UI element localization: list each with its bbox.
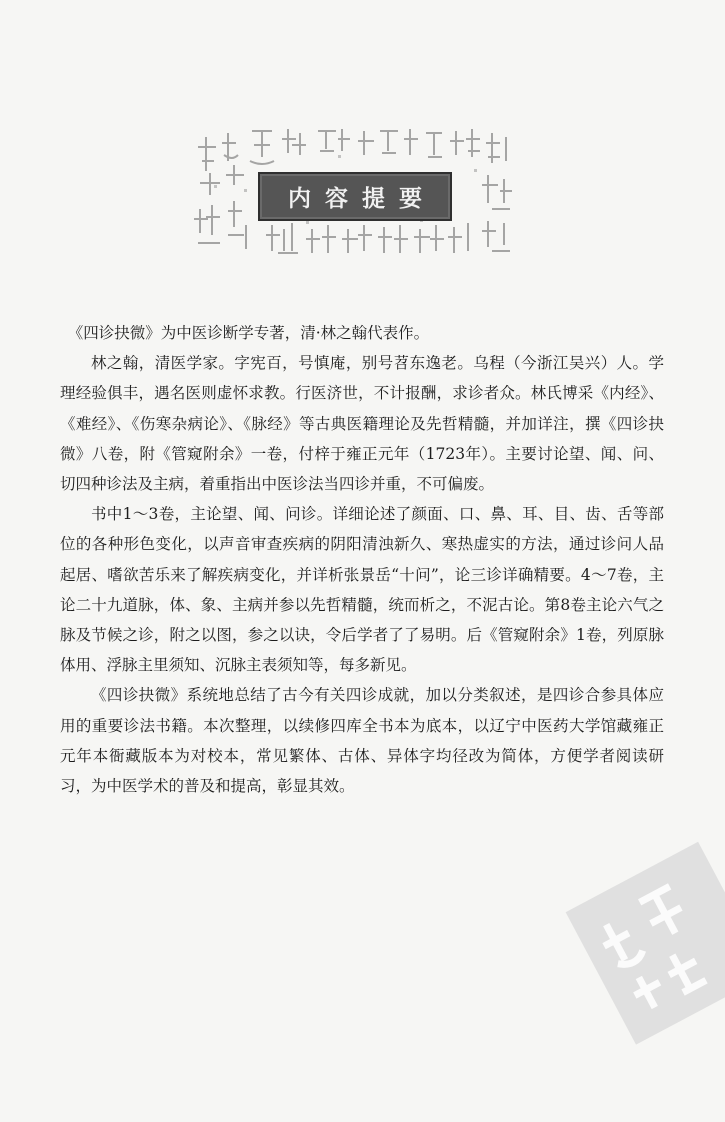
paragraph-author: 林之翰，清医学家。字宪百，号慎庵，别号苕东逸老。乌程（今浙江吴兴）人。学理经验俱丰，遇名医则虚怀求教。行医济世，不计报酬，求诊者众。林氏博采《内经》、《难经》、《伤寒杂病论》、《脉经》等古典医籍理论及先哲精髓，并加详注，撰《四诊抉微》八卷，附《管窥附余》一卷，付梓于雍正元年（1723年）。主要讨论望、闻、问、切四种诊法及主病，着重指出中医诊法当四诊并重，不可偏废。 <box>60 354 664 494</box>
paragraph-contents: 书中1～3卷，主论望、闻、问诊。详细论述了颜面、口、鼻、耳、目、齿、舌等部位的各种形色变化，以声音审查疾病的阴阳清浊新久、寒热虚实的方法，通过诊问人品起居、嗜欲苦乐来了解疾病变化，并详析张景岳“十问”，论三诊详确精要。4～7卷，主论二十九道脉，体、象、主病并参以先哲精髓，统而析之，不泥古论。第8卷主论六气之脉及节候之诊，附之以图，参之以诀，令后学者了了易明。后《管窥附余》1卷，列原脉体用、浮脉主里须知、沉脉主表须知等，每多新见。 <box>60 505 664 675</box>
paragraph-summary: 《四诊抉微》系统地总结了古今有关四诊成就，加以分类叙述，是四诊合参具体应用的重要诊法书籍。本次整理，以续修四库全书本为底本，以辽宁中医药大学馆藏雍正元年本衙藏版本为对校本，常见繁体、古体、异体字均径改为简体，方便学者阅读研习，为中医学术的普及和提高，彰显其效。 <box>60 686 664 796</box>
paragraph-intro: 《四诊抉微》为中医诊断学专著，清·林之翰代表作。 <box>67 324 430 342</box>
watermark-seal <box>565 840 725 1060</box>
page-title: 内容提要 <box>288 186 436 212</box>
heading-block <box>188 125 518 260</box>
heading-plate <box>258 172 452 221</box>
body-text <box>60 318 664 801</box>
